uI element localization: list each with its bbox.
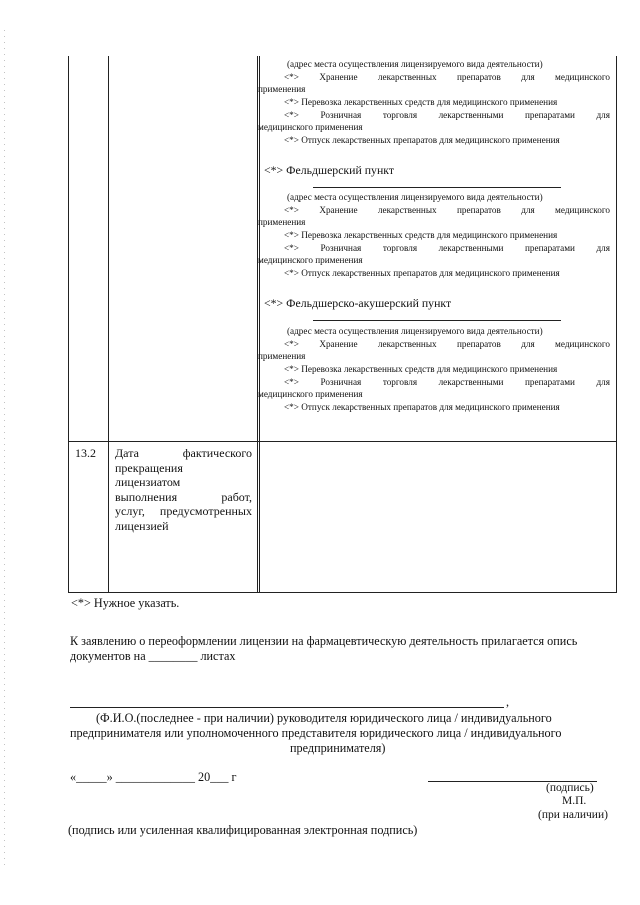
row-number: 13.2 [75, 446, 96, 460]
fio-signature-line [70, 707, 504, 708]
row-label-line: лицензией [115, 518, 169, 533]
signature-caption: (подпись) [546, 782, 594, 794]
attachment-text-line2: документов на ________ листах [70, 649, 236, 663]
activity-storage-line: <*> Хранение лекарственных препаратов для медицинского [284, 72, 610, 82]
row-label [115, 446, 252, 534]
table-divider-1 [108, 56, 109, 593]
activity-storage-cont: применения [258, 217, 306, 227]
scan-margin-marks [4, 30, 5, 870]
stamp-label: М.П. [562, 795, 587, 807]
activity-dispensing: <*> Отпуск лекарственных препаратов для медицинского применения [284, 135, 560, 145]
address-underline [313, 187, 561, 188]
activity-retail-cont: медицинского применения [258, 255, 363, 265]
activity-dispensing: <*> Отпуск лекарственных препаратов для медицинского применения [284, 268, 560, 278]
table-border-bottom [68, 592, 617, 593]
address-caption: (адрес места осуществления лицензируемого вида деятельности) [287, 59, 543, 69]
activity-retail-cont: медицинского применения [258, 389, 363, 399]
activity-storage-line: <*> Хранение лекарственных препаратов для медицинского [284, 339, 610, 349]
activity-retail-line: <*> Розничная торговля лекарственными препаратами для [284, 110, 610, 120]
row-label-line: лицензиатом [115, 475, 181, 490]
e-signature-caption: (подпись или усиленная квалифицированная электронная подпись) [68, 823, 418, 837]
activity-dispensing: <*> Отпуск лекарственных препаратов для медицинского применения [284, 402, 560, 412]
row-label-line: прекращения [115, 460, 183, 475]
table-border-right [616, 56, 617, 593]
table-divider-2b [259, 56, 260, 593]
row-value-field[interactable] [264, 446, 610, 586]
address-caption: (адрес места осуществления лицензируемого вида деятельности) [287, 326, 543, 336]
footnote: <*> Нужное указать. [71, 596, 180, 610]
fio-caption-line3: предпринимателя) [290, 741, 386, 755]
row-label-line: выполнения работ, [115, 489, 252, 504]
activity-storage-cont: применения [258, 84, 306, 94]
stamp-note: (при наличии) [538, 809, 608, 821]
fio-caption-line1: (Ф.И.О.(последнее - при наличии) руководителя юридического лица / индивидуального [96, 711, 552, 725]
activity-retail-cont: медицинского применения [258, 122, 363, 132]
attachment-text-line1: К заявлению о переоформлении лицензии на фармацевтическую деятельность прилагается опись [70, 634, 578, 648]
activity-transport: <*> Перевозка лекарственных средств для медицинского применения [284, 97, 558, 107]
activity-transport: <*> Перевозка лекарственных средств для медицинского применения [284, 364, 558, 374]
facility-heading: <*> Фельдшерский пункт [264, 163, 394, 177]
table-divider-2 [257, 56, 258, 593]
address-caption: (адрес места осуществления лицензируемого вида деятельности) [287, 192, 543, 202]
activity-retail-line: <*> Розничная торговля лекарственными препаратами для [284, 243, 610, 253]
table-row-divider [68, 441, 617, 442]
facility-heading: <*> Фельдшерско-акушерский пункт [264, 296, 452, 310]
activity-transport: <*> Перевозка лекарственных средств для медицинского применения [284, 230, 558, 240]
fio-caption-line2: предпринимателя или уполномоченного представителя юридического лица / индивидуального [70, 726, 562, 740]
activity-storage-cont: применения [258, 351, 306, 361]
date-field[interactable]: «_____» _____________ 20___ г [70, 770, 237, 784]
address-underline [313, 320, 561, 321]
activity-storage-line: <*> Хранение лекарственных препаратов для медицинского [284, 205, 610, 215]
activity-retail-line: <*> Розничная торговля лекарственными препаратами для [284, 377, 610, 387]
table-border-left [68, 56, 69, 593]
row-label-line: услуг, предусмотренных [115, 504, 252, 519]
row-label-line: Дата фактического [115, 446, 252, 460]
fio-line-end: , [506, 695, 510, 709]
